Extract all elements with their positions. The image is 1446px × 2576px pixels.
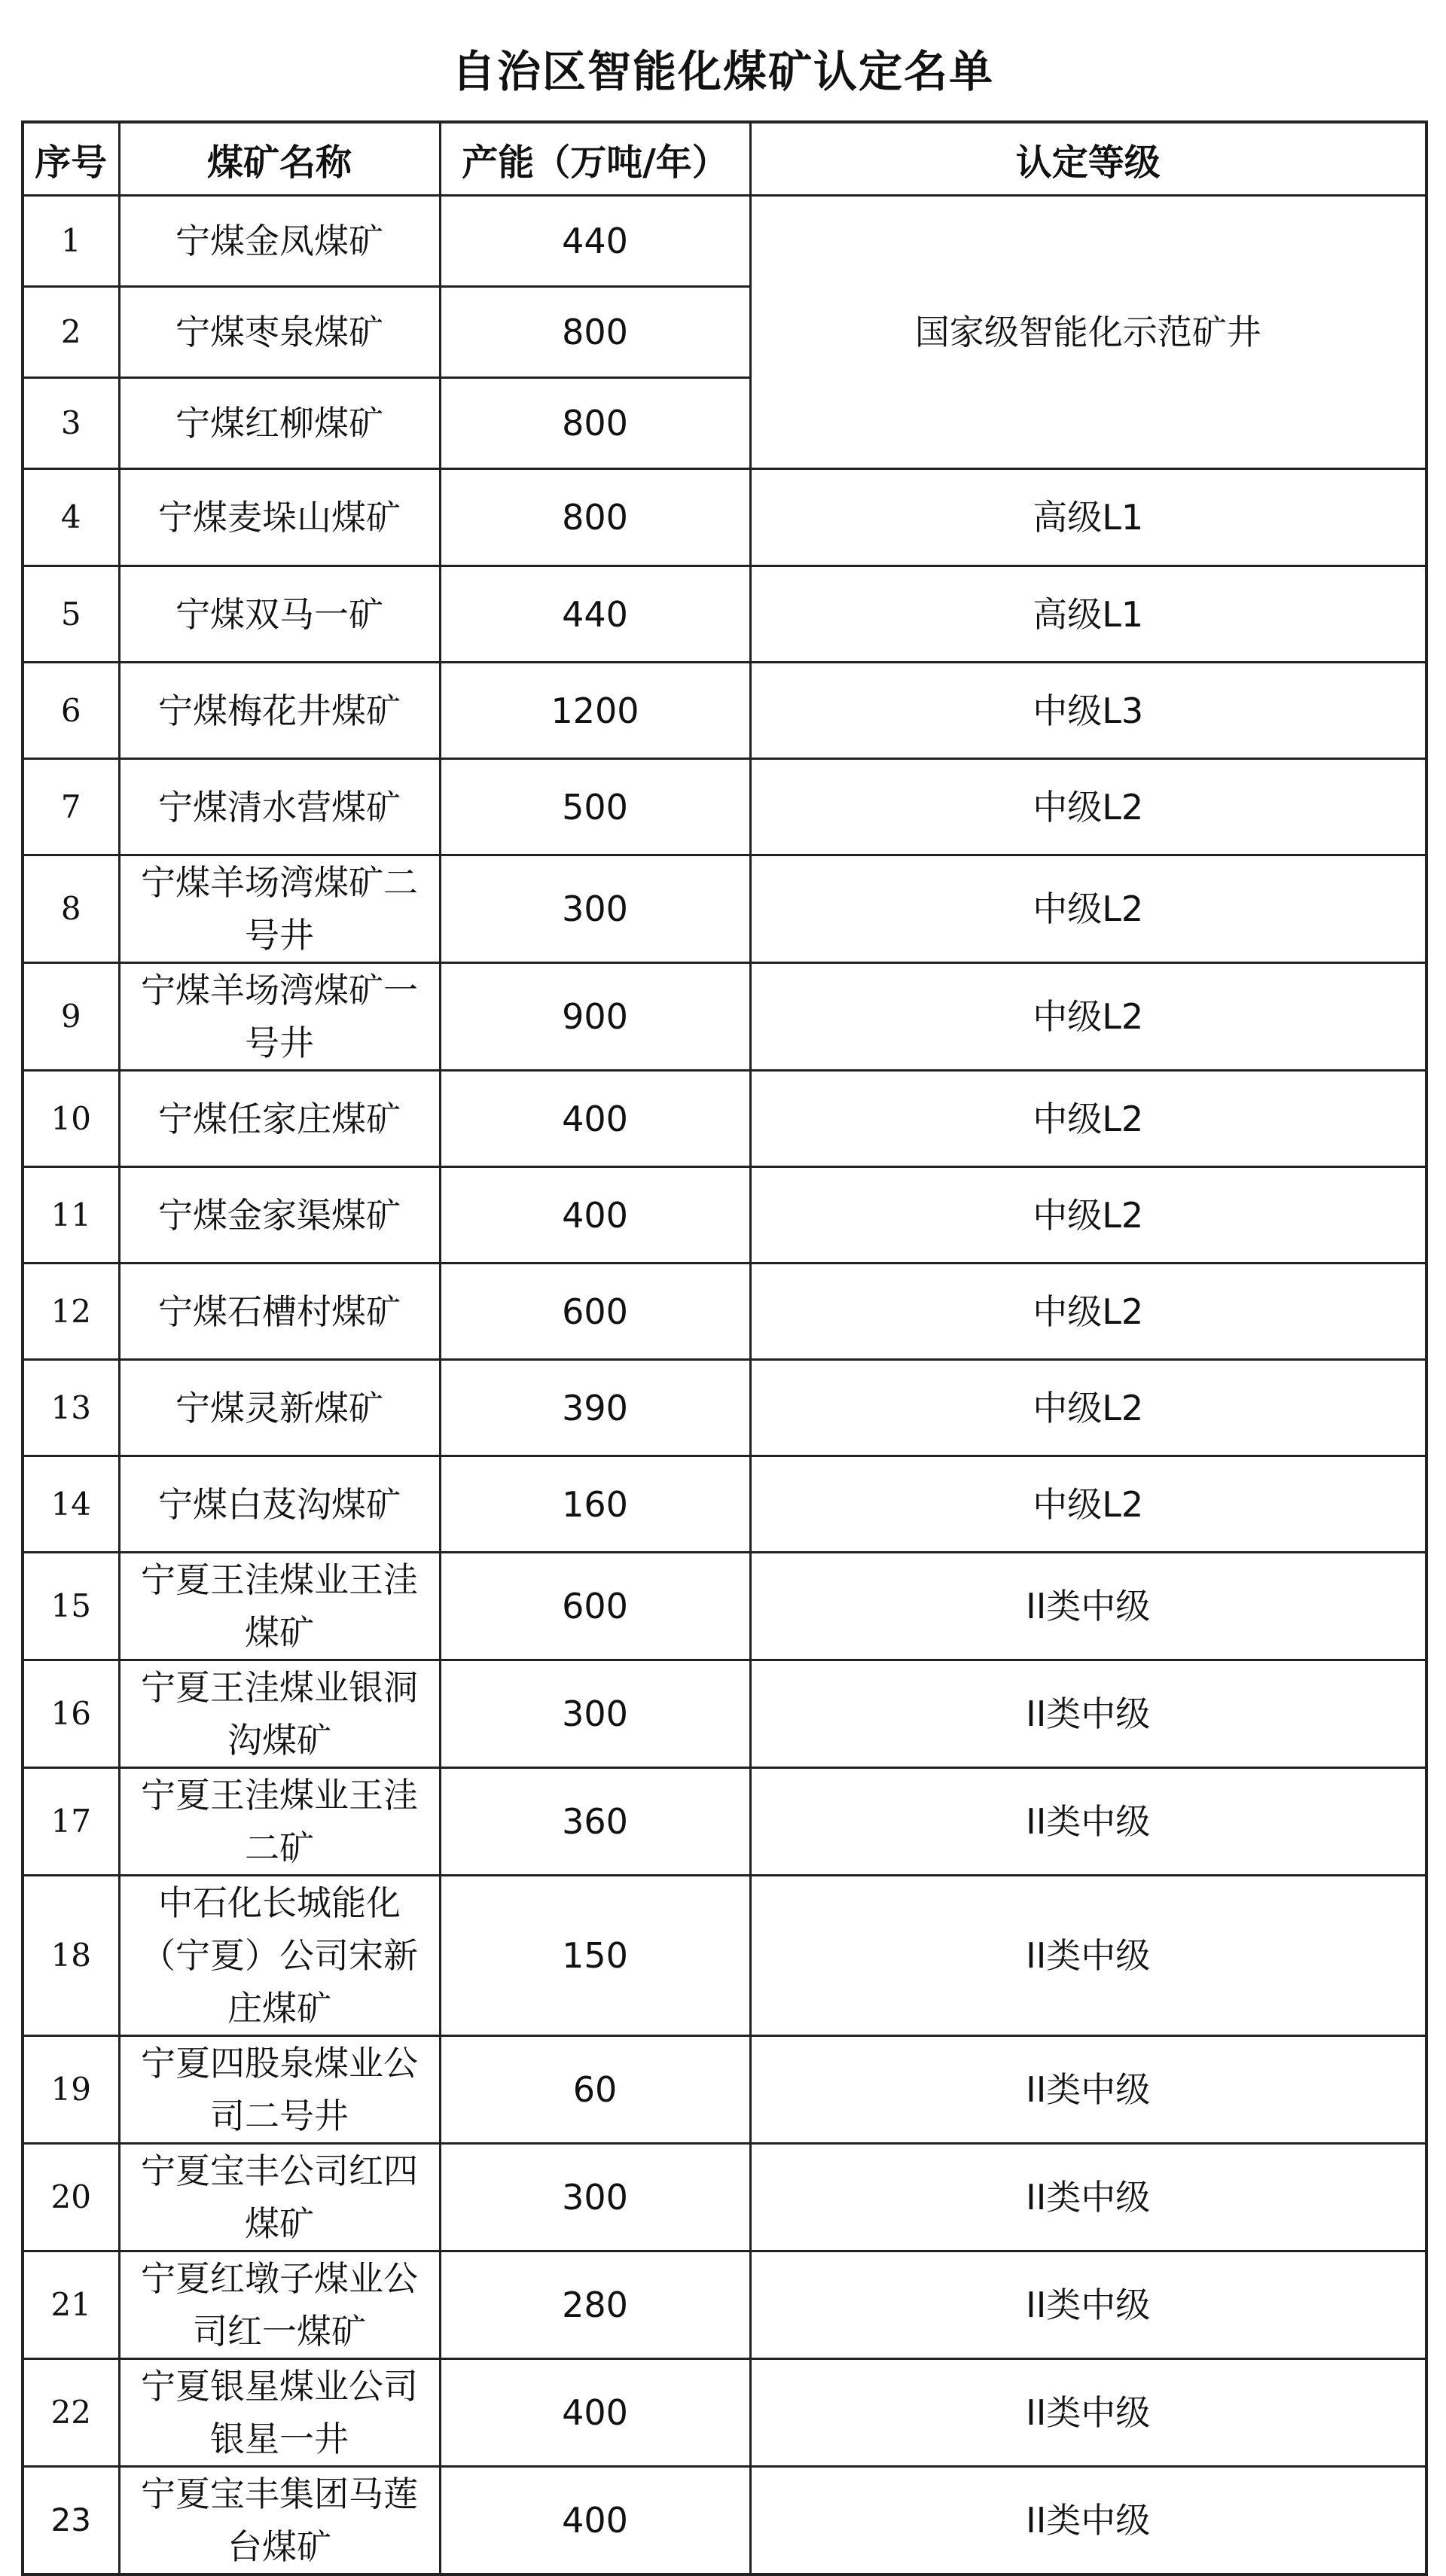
- table-row: [23, 1167, 1426, 1264]
- row-number: 9: [23, 963, 119, 1071]
- mine-certification-table: [21, 120, 1428, 2576]
- capacity-value: 800: [440, 378, 750, 469]
- column-header-number: 序号: [23, 122, 119, 196]
- mine-name: 宁夏王洼煤业王洼二矿: [119, 1768, 440, 1876]
- table-row: [23, 963, 1426, 1071]
- mine-name: 宁煤羊场湾煤矿二号井: [119, 855, 440, 963]
- column-header-mine-name: 煤矿名称: [119, 122, 440, 196]
- capacity-value: 900: [440, 963, 750, 1071]
- capacity-value: 600: [440, 1553, 750, 1660]
- mine-name: 宁夏宝丰公司红四煤矿: [119, 2144, 440, 2251]
- certification-level: II类中级: [750, 2251, 1426, 2359]
- table-row: [23, 2251, 1426, 2359]
- certification-level: 中级L2: [750, 855, 1426, 963]
- mine-name: 宁夏宝丰集团马莲台煤矿: [119, 2467, 440, 2575]
- row-number: 15: [23, 1553, 119, 1660]
- row-number: 19: [23, 2036, 119, 2144]
- certification-level: II类中级: [750, 2036, 1426, 2144]
- table-row: [23, 2036, 1426, 2144]
- mine-name: 宁煤麦垛山煤矿: [119, 469, 440, 566]
- table-header-row: [23, 122, 1426, 196]
- mine-name: 宁夏王洼煤业王洼煤矿: [119, 1553, 440, 1660]
- certification-level: 中级L2: [750, 759, 1426, 855]
- row-number: 1: [23, 196, 119, 287]
- table-row: [23, 1876, 1426, 2036]
- mine-name: 宁煤清水营煤矿: [119, 759, 440, 855]
- certification-level: 高级L1: [750, 469, 1426, 566]
- table-row: [23, 2359, 1426, 2467]
- capacity-value: 800: [440, 287, 750, 378]
- capacity-value: 800: [440, 469, 750, 566]
- certification-level: II类中级: [750, 2144, 1426, 2251]
- certification-level: II类中级: [750, 2467, 1426, 2575]
- row-number: 8: [23, 855, 119, 963]
- table-row: [23, 1456, 1426, 1553]
- table-row: [23, 663, 1426, 759]
- row-number: 13: [23, 1360, 119, 1456]
- certification-level: 高级L1: [750, 566, 1426, 663]
- mine-name: 宁煤金凤煤矿: [119, 196, 440, 287]
- certification-level: 中级L2: [750, 1167, 1426, 1264]
- row-number: 23: [23, 2467, 119, 2575]
- mine-name: 宁煤红柳煤矿: [119, 378, 440, 469]
- capacity-value: 400: [440, 1167, 750, 1264]
- capacity-value: 600: [440, 1264, 750, 1360]
- capacity-value: 400: [440, 1071, 750, 1167]
- row-number: 2: [23, 287, 119, 378]
- row-number: 4: [23, 469, 119, 566]
- capacity-value: 440: [440, 566, 750, 663]
- mine-name: 宁煤灵新煤矿: [119, 1360, 440, 1456]
- mine-name: 宁夏四股泉煤业公司二号井: [119, 2036, 440, 2144]
- table-row: [23, 1360, 1426, 1456]
- certification-level: 中级L2: [750, 1071, 1426, 1167]
- capacity-value: 160: [440, 1456, 750, 1553]
- mine-name: 宁夏王洼煤业银洞沟煤矿: [119, 1660, 440, 1768]
- capacity-value: 1200: [440, 663, 750, 759]
- capacity-value: 440: [440, 196, 750, 287]
- table-row: [23, 759, 1426, 855]
- row-number: 7: [23, 759, 119, 855]
- mine-name: 宁煤金家渠煤矿: [119, 1167, 440, 1264]
- mine-name: 宁煤双马一矿: [119, 566, 440, 663]
- column-header-level: 认定等级: [750, 122, 1426, 196]
- capacity-value: 300: [440, 855, 750, 963]
- table-row: [23, 2467, 1426, 2575]
- table-row: [23, 1553, 1426, 1660]
- table-row: [23, 1660, 1426, 1768]
- table-row: [23, 1071, 1426, 1167]
- capacity-value: 400: [440, 2467, 750, 2575]
- table-row: [23, 2144, 1426, 2251]
- certification-level: 中级L2: [750, 1360, 1426, 1456]
- mine-name: 中石化长城能化（宁夏）公司宋新庄煤矿: [119, 1876, 440, 2036]
- capacity-value: 150: [440, 1876, 750, 2036]
- mine-name: 宁夏红墩子煤业公司红一煤矿: [119, 2251, 440, 2359]
- row-number: 21: [23, 2251, 119, 2359]
- capacity-value: 300: [440, 1660, 750, 1768]
- certification-level: II类中级: [750, 1553, 1426, 1660]
- row-number: 17: [23, 1768, 119, 1876]
- mine-name: 宁煤羊场湾煤矿一号井: [119, 963, 440, 1071]
- capacity-value: 60: [440, 2036, 750, 2144]
- row-number: 20: [23, 2144, 119, 2251]
- row-number: 6: [23, 663, 119, 759]
- mine-name: 宁煤白芨沟煤矿: [119, 1456, 440, 1553]
- capacity-value: 360: [440, 1768, 750, 1876]
- page-title: 自治区智能化煤矿认定名单: [451, 46, 994, 97]
- certification-level: II类中级: [750, 1660, 1426, 1768]
- mine-name: 宁煤梅花井煤矿: [119, 663, 440, 759]
- certification-level: 中级L2: [750, 1456, 1426, 1553]
- mine-name: 宁夏银星煤业公司银星一井: [119, 2359, 440, 2467]
- row-number: 18: [23, 1876, 119, 2036]
- row-number: 10: [23, 1071, 119, 1167]
- certification-level: II类中级: [750, 2359, 1426, 2467]
- certification-level: 中级L2: [750, 963, 1426, 1071]
- capacity-value: 280: [440, 2251, 750, 2359]
- certification-level: II类中级: [750, 1876, 1426, 2036]
- row-number: 22: [23, 2359, 119, 2467]
- certification-level: 中级L3: [750, 663, 1426, 759]
- row-number: 12: [23, 1264, 119, 1360]
- table-row: [23, 1768, 1426, 1876]
- table-row: [23, 196, 1426, 287]
- mine-name: 宁煤枣泉煤矿: [119, 287, 440, 378]
- table-row: [23, 566, 1426, 663]
- table-row: [23, 855, 1426, 963]
- mine-name: 宁煤任家庄煤矿: [119, 1071, 440, 1167]
- certification-level-merged: 国家级智能化示范矿井: [750, 196, 1426, 469]
- row-number: 5: [23, 566, 119, 663]
- certification-level: 中级L2: [750, 1264, 1426, 1360]
- row-number: 16: [23, 1660, 119, 1768]
- capacity-value: 300: [440, 2144, 750, 2251]
- capacity-value: 500: [440, 759, 750, 855]
- row-number: 3: [23, 378, 119, 469]
- row-number: 14: [23, 1456, 119, 1553]
- row-number: 11: [23, 1167, 119, 1264]
- mine-name: 宁煤石槽村煤矿: [119, 1264, 440, 1360]
- certification-level: II类中级: [750, 1768, 1426, 1876]
- column-header-capacity: 产能（万吨/年）: [440, 122, 750, 196]
- capacity-value: 390: [440, 1360, 750, 1456]
- table-row: [23, 1264, 1426, 1360]
- capacity-value: 400: [440, 2359, 750, 2467]
- table-row: [23, 469, 1426, 566]
